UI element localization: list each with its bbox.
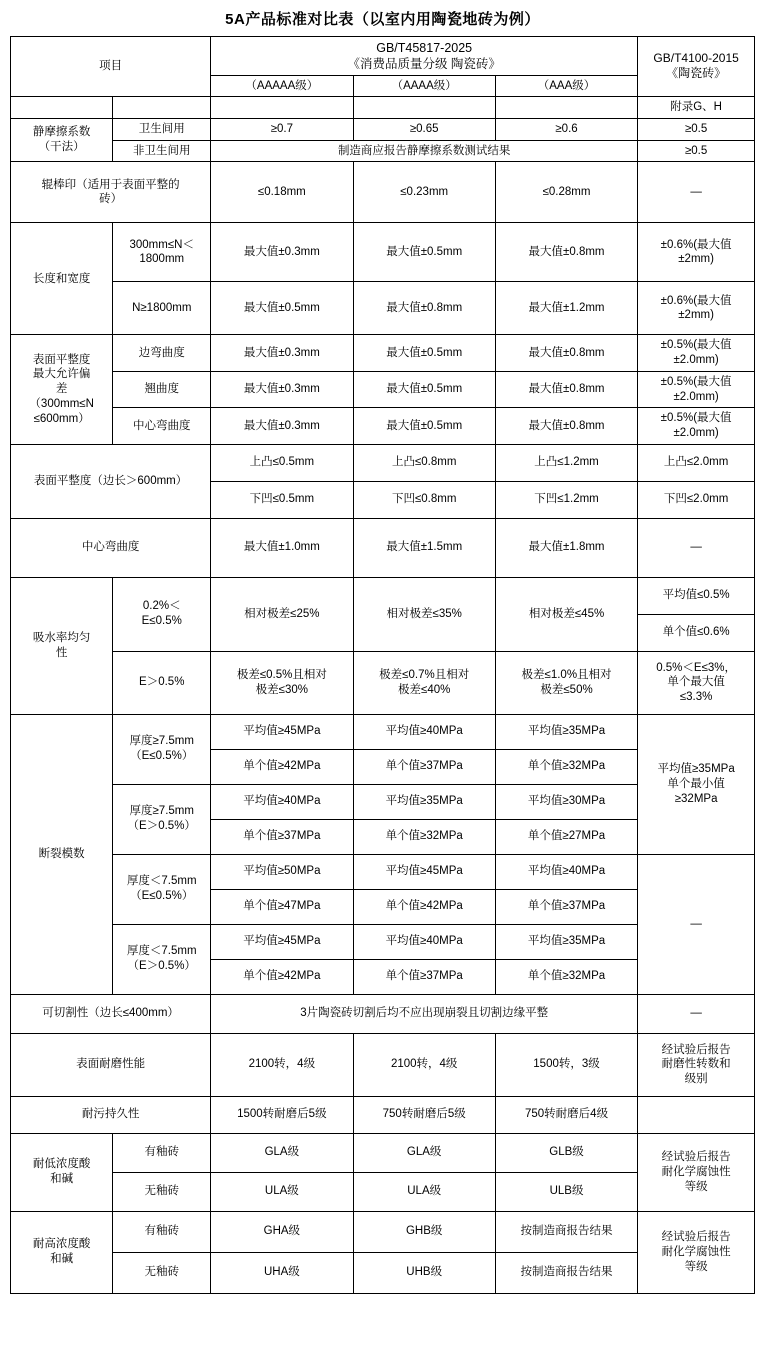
header-grade-aaaaa: （AAAAA级） xyxy=(211,75,353,97)
header-standard-old-line1: GB/T4100-2015 xyxy=(653,51,739,65)
cell-value: 平均值≥45MPa xyxy=(211,714,353,749)
table-row xyxy=(11,1033,755,1096)
sub-label-warpage: 翘曲度 xyxy=(113,371,211,407)
cell-value: 最大值±1.8mm xyxy=(495,518,637,577)
table-row xyxy=(11,1133,755,1172)
cell-value: ≥0.5 xyxy=(638,140,755,162)
cell-value: 750转耐磨后4级 xyxy=(495,1096,637,1133)
table-row xyxy=(11,651,755,714)
row-label-length-width: 长度和宽度 xyxy=(11,223,113,335)
cell-value: 最大值±0.8mm xyxy=(495,223,637,282)
cell-value: 极差≤0.5%且相对 极差≤30% xyxy=(211,651,353,714)
sub-label-edge-curvature: 边弯曲度 xyxy=(113,335,211,371)
header-annex: 附录G、H xyxy=(638,97,755,119)
row-label-friction: 静摩擦系数 （干法） xyxy=(11,118,113,161)
table-row xyxy=(11,335,755,371)
cell-value: 经试验后报告 耐化学腐蚀性 等级 xyxy=(638,1211,755,1293)
cell-value: 单个值≥27MPa xyxy=(495,819,637,854)
sub-label-thickness-4: 厚度＜7.5mm （E＞0.5%） xyxy=(113,924,211,994)
cell-value: 最大值±0.8mm xyxy=(495,408,637,444)
cell-value: 最大值±0.3mm xyxy=(211,335,353,371)
header-standard-old xyxy=(638,36,755,97)
row-label-water-absorption: 吸水率均匀 性 xyxy=(11,577,113,714)
header-standard-old-line2: 《陶瓷砖》 xyxy=(666,66,727,81)
cell-value: 最大值±1.2mm xyxy=(495,282,637,335)
table-row xyxy=(11,282,755,335)
cell-value: GHA级 xyxy=(211,1211,353,1252)
table-header-row-3 xyxy=(11,97,755,119)
header-spacer-2 xyxy=(113,97,211,119)
cell-value: 平均值≥35MPa xyxy=(495,714,637,749)
cell-value: ±0.6%(最大值 ±2mm) xyxy=(638,282,755,335)
cell-value: ≤0.18mm xyxy=(211,162,353,223)
cell-value: 制造商应报告静摩擦系数测试结果 xyxy=(211,140,638,162)
cell-value: 平均值≥50MPa xyxy=(211,854,353,889)
row-label-flatness-large: 表面平整度（边长＞600mm） xyxy=(11,444,211,518)
cell-value: 最大值±0.3mm xyxy=(211,223,353,282)
cell-value: 按制造商报告结果 xyxy=(495,1211,637,1252)
cell-value: 经试验后报告 耐化学腐蚀性 等级 xyxy=(638,1133,755,1211)
header-item-label: 项目 xyxy=(11,36,211,97)
sub-label-non-bathroom: 非卫生间用 xyxy=(113,140,211,162)
cell-value: 相对极差≤45% xyxy=(495,577,637,651)
cell-value: 2100转，4级 xyxy=(353,1033,495,1096)
table-row xyxy=(11,1096,755,1133)
cell-value: 最大值±0.5mm xyxy=(211,282,353,335)
table-row xyxy=(11,140,755,162)
cell-value: 上凸≤2.0mm xyxy=(638,444,755,481)
cell-value: GLB级 xyxy=(495,1133,637,1172)
table-row xyxy=(11,223,755,282)
table-row xyxy=(11,408,755,444)
cell-value: 最大值±0.5mm xyxy=(353,371,495,407)
cell-value xyxy=(638,1096,755,1133)
cell-value: 平均值≥30MPa xyxy=(495,784,637,819)
cell-value: 最大值±0.5mm xyxy=(353,223,495,282)
cell-value: 最大值±0.8mm xyxy=(495,371,637,407)
cell-value: ±0.5%(最大值 ±2.0mm) xyxy=(638,335,755,371)
header-grade-aaa: （AAA级） xyxy=(495,75,637,97)
cell-value: ULA级 xyxy=(353,1172,495,1211)
cell-value: — xyxy=(638,994,755,1033)
cell-value: 平均值≥45MPa xyxy=(353,854,495,889)
cell-value: 平均值≥40MPa xyxy=(211,784,353,819)
header-spacer-3 xyxy=(211,97,353,119)
cell-value: 上凸≤1.2mm xyxy=(495,444,637,481)
cell-value: 最大值±0.3mm xyxy=(211,371,353,407)
sub-label-bathroom: 卫生间用 xyxy=(113,118,211,140)
row-label-modulus-of-rupture: 断裂模数 xyxy=(11,714,113,994)
cell-value: 平均值≥40MPa xyxy=(495,854,637,889)
cell-value: 上凸≤0.8mm xyxy=(353,444,495,481)
cell-value: 单个值≥42MPa xyxy=(211,959,353,994)
cell-value: 单个值≥42MPa xyxy=(353,889,495,924)
cell-value: 单个值≥32MPa xyxy=(353,819,495,854)
cell-value: 最大值±1.5mm xyxy=(353,518,495,577)
cell-value: 按制造商报告结果 xyxy=(495,1252,637,1293)
cell-value: 最大值±0.3mm xyxy=(211,408,353,444)
sub-label-size-range-1: 300mm≤N＜ 1800mm xyxy=(113,223,211,282)
cell-value: 平均值≥35MPa xyxy=(353,784,495,819)
cell-value: ≥0.6 xyxy=(495,118,637,140)
cell-value: ±0.5%(最大值 ±2.0mm) xyxy=(638,371,755,407)
cell-value: 上凸≤0.5mm xyxy=(211,444,353,481)
cell-value: ULB级 xyxy=(495,1172,637,1211)
cell-value: 平均值≥40MPa xyxy=(353,714,495,749)
cell-value: 下凹≤1.2mm xyxy=(495,481,637,518)
cell-value: 单个值≥42MPa xyxy=(211,749,353,784)
cell-value: ≥0.65 xyxy=(353,118,495,140)
cell-value: ≥0.5 xyxy=(638,118,755,140)
row-label-low-acid-alkali: 耐低浓度酸 和碱 xyxy=(11,1133,113,1211)
sub-label-e-range-1: 0.2%＜ E≤0.5% xyxy=(113,577,211,651)
header-standard-new-line1: GB/T45817-2025 xyxy=(376,40,473,55)
cell-value: 平均值≥35MPa 单个最小值 ≥32MPa xyxy=(638,714,755,854)
cell-value: 极差≤1.0%且相对 极差≤50% xyxy=(495,651,637,714)
table-row xyxy=(11,577,755,614)
cell-value: ≤0.28mm xyxy=(495,162,637,223)
cell-value: 单个值≥47MPa xyxy=(211,889,353,924)
cell-value: 1500转，3级 xyxy=(495,1033,637,1096)
cell-value: 单个值≥37MPa xyxy=(211,819,353,854)
row-label-flatness-tolerance: 表面平整度 最大允许偏 差 （300mm≤N ≤600mm） xyxy=(11,335,113,444)
sub-label-glazed-2: 有釉砖 xyxy=(113,1211,211,1252)
row-label-high-acid-alkali: 耐高浓度酸 和碱 xyxy=(11,1211,113,1293)
cell-value: ≥0.7 xyxy=(211,118,353,140)
sub-label-unglazed-1: 无釉砖 xyxy=(113,1172,211,1211)
header-standard-new xyxy=(211,36,638,75)
header-spacer-5 xyxy=(495,97,637,119)
sub-label-unglazed-2: 无釉砖 xyxy=(113,1252,211,1293)
cell-value: 3片陶瓷砖切割后均不应出现崩裂且切割边缘平整 xyxy=(211,994,638,1033)
cell-value: 单个值≥37MPa xyxy=(353,749,495,784)
cell-value: 750转耐磨后5级 xyxy=(353,1096,495,1133)
table-row xyxy=(11,994,755,1033)
cell-value: 最大值±0.5mm xyxy=(353,408,495,444)
cell-value: — xyxy=(638,854,755,994)
table-row xyxy=(11,118,755,140)
row-label-center-curvature: 中心弯曲度 xyxy=(11,518,211,577)
cell-value: 经试验后报告 耐磨性转数和 级别 xyxy=(638,1033,755,1096)
cell-value: 最大值±0.8mm xyxy=(495,335,637,371)
sub-label-thickness-1: 厚度≥7.5mm （E≤0.5%） xyxy=(113,714,211,784)
cell-value: UHB级 xyxy=(353,1252,495,1293)
cell-value: — xyxy=(638,518,755,577)
table-row xyxy=(11,1211,755,1252)
sub-label-e-range-2: E＞0.5% xyxy=(113,651,211,714)
cell-value: 单个值≥37MPa xyxy=(495,889,637,924)
sub-label-thickness-3: 厚度＜7.5mm （E≤0.5%） xyxy=(113,854,211,924)
cell-value: 相对极差≤35% xyxy=(353,577,495,651)
cell-value: 单个值≤0.6% xyxy=(638,614,755,651)
cell-value: 2100转，4级 xyxy=(211,1033,353,1096)
cell-value: ≤0.23mm xyxy=(353,162,495,223)
cell-value: 平均值≥35MPa xyxy=(495,924,637,959)
cell-value: 1500转耐磨后5级 xyxy=(211,1096,353,1133)
cell-value: 最大值±1.0mm xyxy=(211,518,353,577)
cell-value: GHB级 xyxy=(353,1211,495,1252)
cell-value: ±0.5%(最大值 ±2.0mm) xyxy=(638,408,755,444)
sub-label-glazed-1: 有釉砖 xyxy=(113,1133,211,1172)
cell-value: 下凹≤0.5mm xyxy=(211,481,353,518)
header-standard-new-line2: 《消费品质量分级 陶瓷砖》 xyxy=(347,56,501,71)
cell-value: 极差≤0.7%且相对 极差≤40% xyxy=(353,651,495,714)
cell-value: 平均值≤0.5% xyxy=(638,577,755,614)
table-row xyxy=(11,854,755,889)
cell-value: — xyxy=(638,162,755,223)
row-label-roller-mark: 辊棒印（适用于表面平整的 砖） xyxy=(11,162,211,223)
cell-value: 平均值≥45MPa xyxy=(211,924,353,959)
cell-value: 单个值≥32MPa xyxy=(495,749,637,784)
cell-value: 平均值≥40MPa xyxy=(353,924,495,959)
header-grade-aaaa: （AAAA级） xyxy=(353,75,495,97)
header-spacer-4 xyxy=(353,97,495,119)
cell-value: 最大值±0.8mm xyxy=(353,282,495,335)
sub-label-size-range-2: N≥1800mm xyxy=(113,282,211,335)
table-row xyxy=(11,162,755,223)
cell-value: GLA级 xyxy=(353,1133,495,1172)
row-label-stain-durability: 耐污持久性 xyxy=(11,1096,211,1133)
table-row xyxy=(11,444,755,481)
sub-label-thickness-2: 厚度≥7.5mm （E＞0.5%） xyxy=(113,784,211,854)
table-header-row-1 xyxy=(11,36,755,75)
cell-value: 单个值≥37MPa xyxy=(353,959,495,994)
table-row xyxy=(11,371,755,407)
cell-value: GLA级 xyxy=(211,1133,353,1172)
row-label-cuttability: 可切割性（边长≤400mm） xyxy=(11,994,211,1033)
page-title: 5A产品标准对比表（以室内用陶瓷地砖为例） xyxy=(225,11,540,28)
cell-value: 下凹≤0.8mm xyxy=(353,481,495,518)
cell-value: ±0.6%(最大值 ±2mm) xyxy=(638,223,755,282)
cell-value: UHA级 xyxy=(211,1252,353,1293)
table-row xyxy=(11,518,755,577)
sub-label-center-curvature: 中心弯曲度 xyxy=(113,408,211,444)
cell-value: 最大值±0.5mm xyxy=(353,335,495,371)
cell-value: ULA级 xyxy=(211,1172,353,1211)
cell-value: 下凹≤2.0mm xyxy=(638,481,755,518)
cell-value: 0.5%＜E≤3%， 单个最大值 ≤3.3% xyxy=(638,651,755,714)
cell-value: 相对极差≤25% xyxy=(211,577,353,651)
header-spacer-1 xyxy=(11,97,113,119)
table-row xyxy=(11,714,755,749)
cell-value: 单个值≥32MPa xyxy=(495,959,637,994)
row-label-abrasion-resistance: 表面耐磨性能 xyxy=(11,1033,211,1096)
comparison-table xyxy=(10,36,755,1294)
